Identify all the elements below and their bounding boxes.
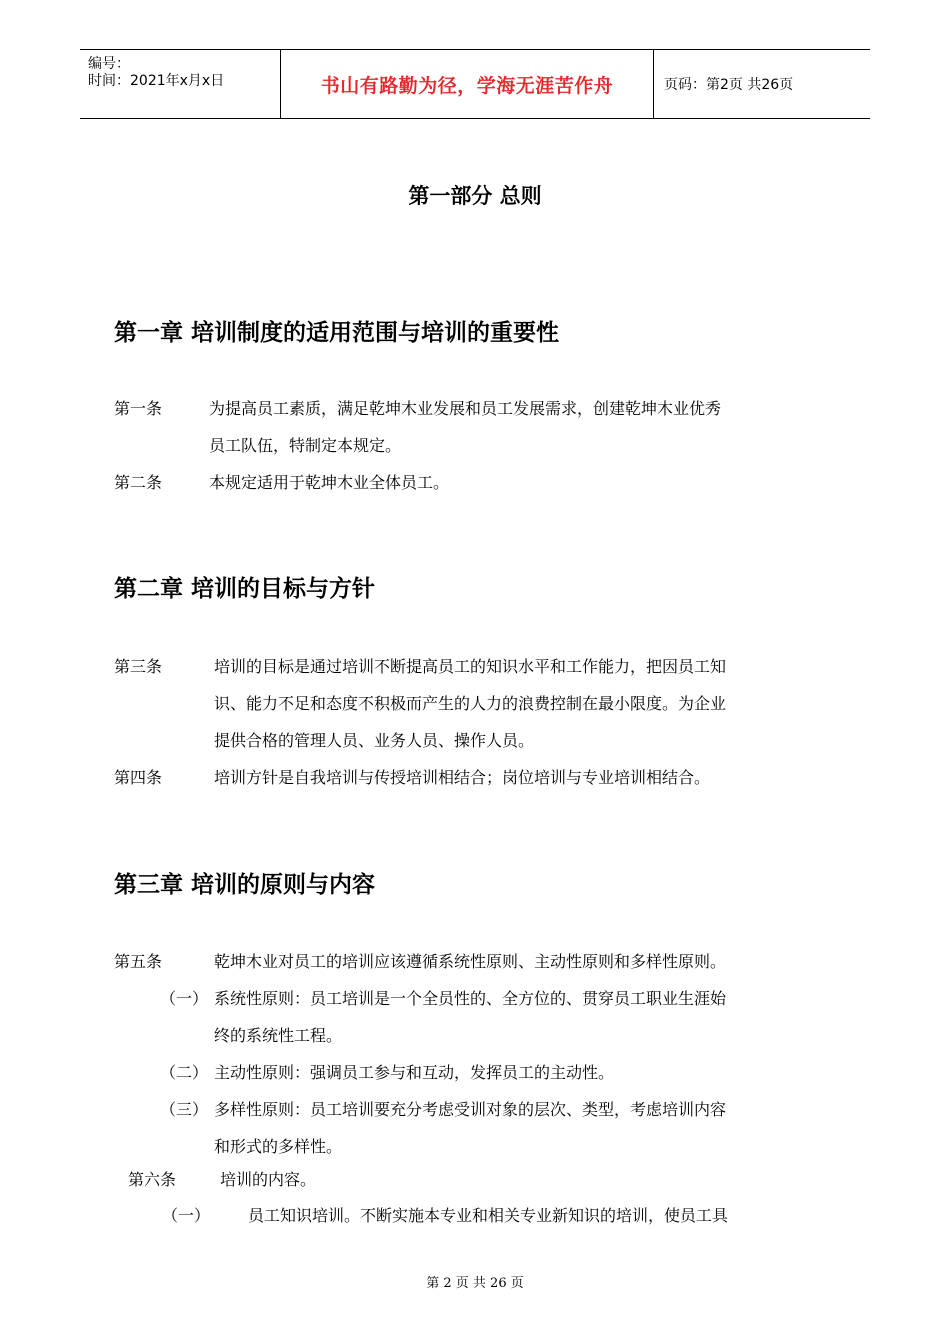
header-meta — [80, 50, 281, 118]
article-line: 系统性原则：员工培训是一个全员性的、全方位的、贯穿员工职业生涯始 — [214, 989, 727, 1008]
article-text — [214, 943, 726, 980]
article-line: 终的系统性工程。 — [214, 1026, 343, 1045]
article-label: 第三条 — [114, 657, 163, 676]
sub-article-label: （一） — [160, 989, 209, 1008]
article-label: 第二条 — [114, 473, 163, 492]
article-line: 乾坤木业对员工的培训应该遵循系统性原则、主动性原则和多样性原则。 — [214, 952, 727, 971]
article-label: 第四条 — [114, 768, 163, 787]
chapter-title: 第二章 培训的目标与方针 — [114, 576, 376, 602]
article-text — [248, 1197, 728, 1234]
article-line: 培训的目标是通过培训不断提高员工的知识水平和工作能力，把因员工知 — [214, 657, 727, 676]
article-line: 和形式的多样性。 — [214, 1137, 343, 1156]
article-text — [214, 1091, 726, 1165]
chapter-title: 第三章 培训的原则与内容 — [114, 872, 376, 898]
article-line: 培训的内容。 — [220, 1170, 317, 1189]
page-footer: 第 2 页 共 26 页 — [426, 1276, 524, 1291]
article-line: 为提高员工素质，满足乾坤木业发展和员工发展需求，创建乾坤木业优秀 — [209, 399, 722, 418]
article-text — [214, 1054, 614, 1091]
article-text — [209, 464, 449, 501]
article-line: 识、能力不足和态度不积极而产生的人力的浪费控制在最小限度。为企业 — [214, 694, 727, 713]
part-title: 第一部分 总则 — [408, 184, 542, 208]
page-header — [80, 49, 870, 119]
article-line: 多样性原则：员工培训要充分考虑受训对象的层次、类型，考虑培训内容 — [214, 1100, 727, 1119]
article-text — [214, 980, 726, 1054]
header-motto: 书山有路勤为径，学海无涯苦作舟 — [281, 50, 654, 118]
article-text — [220, 1161, 316, 1198]
article-text — [214, 759, 710, 796]
article-line: 本规定适用于乾坤木业全体员工。 — [209, 473, 450, 492]
document-time-label: 时间：2021年x月x日 — [88, 73, 225, 89]
chapter-title: 第一章 培训制度的适用范围与培训的重要性 — [114, 320, 560, 346]
article-line: 培训方针是自我培训与传授培训相结合；岗位培训与专业培训相结合。 — [214, 768, 711, 787]
article-label: 第一条 — [114, 399, 163, 418]
header-page-code: 页码：第2页 共26页 — [664, 77, 794, 93]
article-label: 第五条 — [114, 952, 163, 971]
document-number-label: 编号： — [88, 56, 130, 72]
article-line: 提供合格的管理人员、业务人员、操作人员。 — [214, 731, 535, 750]
article-text — [209, 390, 721, 464]
sub-article-label: （三） — [160, 1100, 209, 1119]
article-line: 员工队伍，特制定本规定。 — [209, 436, 402, 455]
article-text — [214, 648, 726, 759]
article-line: 员工知识培训。不断实施本专业和相关专业新知识的培训，使员工具 — [248, 1206, 729, 1225]
article-label: 第六条 — [128, 1170, 177, 1189]
sub-article-label: （二） — [160, 1063, 209, 1082]
sub-article-label: （一） — [162, 1206, 211, 1225]
article-line: 主动性原则：强调员工参与和互动，发挥员工的主动性。 — [214, 1063, 615, 1082]
